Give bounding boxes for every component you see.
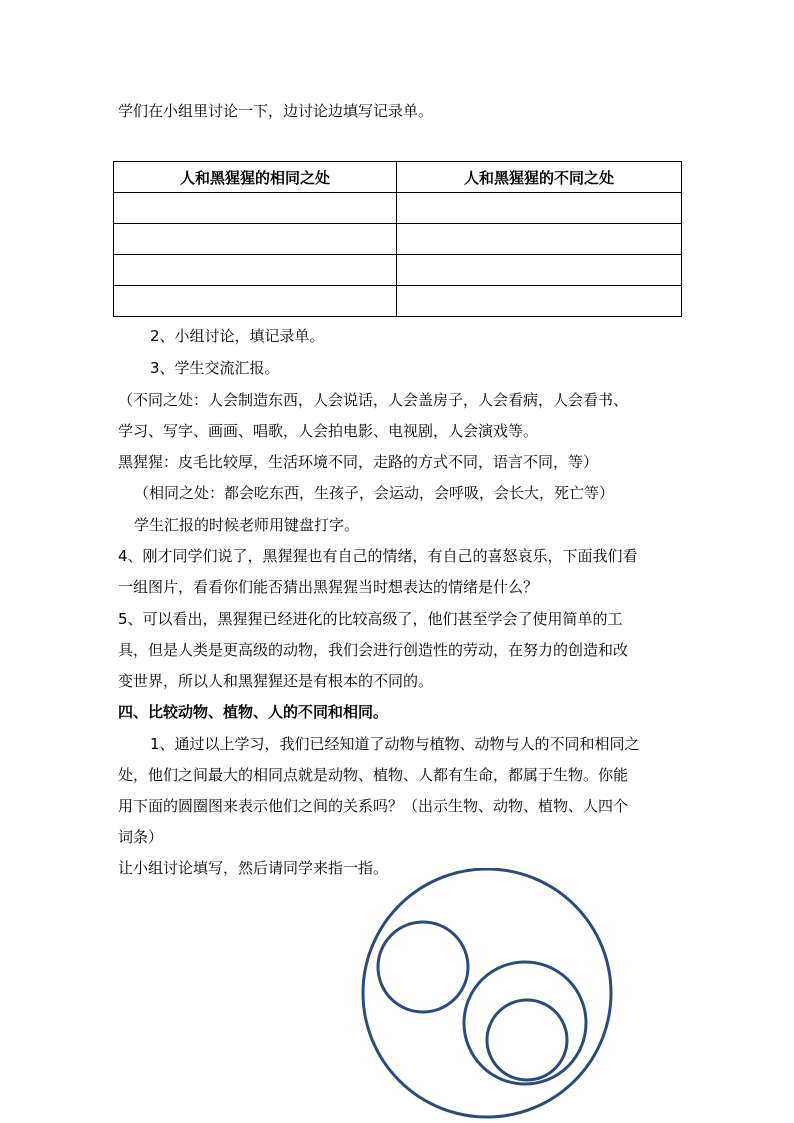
table-cell[interactable] xyxy=(397,224,682,255)
table-header-row xyxy=(114,162,682,193)
table-cell[interactable] xyxy=(397,255,682,286)
step-5-line-2: 具，但是人类是更高级的动物，我们会进行创造性的劳动，在努力的创造和改 xyxy=(118,641,629,659)
venn-diagram xyxy=(360,868,616,1120)
table-cell[interactable] xyxy=(397,193,682,224)
table-cell[interactable] xyxy=(114,255,397,286)
step-3: 3、学生交流汇报。 xyxy=(150,359,280,377)
record-table xyxy=(113,161,682,317)
table-cell[interactable] xyxy=(397,286,682,317)
section-4-paragraph-line-2: 处，他们之间最大的相同点就是动物、植物、人都有生命，都属于生物。你能 xyxy=(118,766,629,784)
differences-line-1: （不同之处：人会制造东西，人会说话，人会盖房子，人会看病，人会看书、 xyxy=(118,391,629,409)
differences-line-2: 学习、写字、画画、唱歌，人会拍电影、电视剧，人会演戏等。 xyxy=(118,422,539,440)
table-cell[interactable] xyxy=(114,193,397,224)
table-row xyxy=(114,193,682,224)
section-4-paragraph-line-1: 1、通过以上学习，我们已经知道了动物与植物、动物与人的不同和相同之 xyxy=(150,735,640,753)
table-row xyxy=(114,224,682,255)
step-4-line-1: 4、刚才同学们说了，黑猩猩也有自己的情绪，有自己的喜怒哀乐，下面我们看 xyxy=(118,547,638,565)
section-4-instruction: 让小组讨论填写，然后请同学来指一指。 xyxy=(118,859,389,877)
header-differences: 人和黑猩猩的不同之处 xyxy=(397,162,682,193)
header-similarities: 人和黑猩猩的相同之处 xyxy=(114,162,397,193)
section-4-paragraph-line-4: 词条） xyxy=(118,828,164,846)
intro-line: 学们在小组里讨论一下，边讨论边填写记录单。 xyxy=(118,102,434,120)
step-4-line-2: 一组图片，看看你们能否猜出黑猩猩当时想表达的情绪是什么？ xyxy=(118,578,539,596)
step-2: 2、小组讨论，填记录单。 xyxy=(150,327,325,345)
teacher-typing-line: 学生汇报的时候老师用键盘打字。 xyxy=(134,516,360,534)
table-cell[interactable] xyxy=(114,224,397,255)
table-row xyxy=(114,255,682,286)
differences-line-3: 黑猩猩：皮毛比较厚，生活环境不同，走路的方式不同，语言不同，等） xyxy=(118,453,599,471)
inner-circle[interactable] xyxy=(487,1000,567,1080)
right-circle[interactable] xyxy=(464,962,586,1084)
left-circle[interactable] xyxy=(378,922,468,1012)
table-row xyxy=(114,286,682,317)
section-4-heading: 四、比较动物、植物、人的不同和相同。 xyxy=(118,703,389,721)
table-cell[interactable] xyxy=(114,286,397,317)
similarities-line: （相同之处：都会吃东西，生孩子，会运动，会呼吸，会长大，死亡等） xyxy=(134,484,615,502)
outer-circle-living-things[interactable] xyxy=(363,869,611,1117)
section-4-paragraph-line-3: 用下面的圆圈图来表示他们之间的关系吗？（出示生物、动物、植物、人四个 xyxy=(118,797,629,815)
step-5-line-1: 5、可以看出，黑猩猩已经进化的比较高级了，他们甚至学会了使用简单的工 xyxy=(118,610,623,628)
step-5-line-3: 变世界，所以人和黑猩猩还是有根本的不同的。 xyxy=(118,672,434,690)
